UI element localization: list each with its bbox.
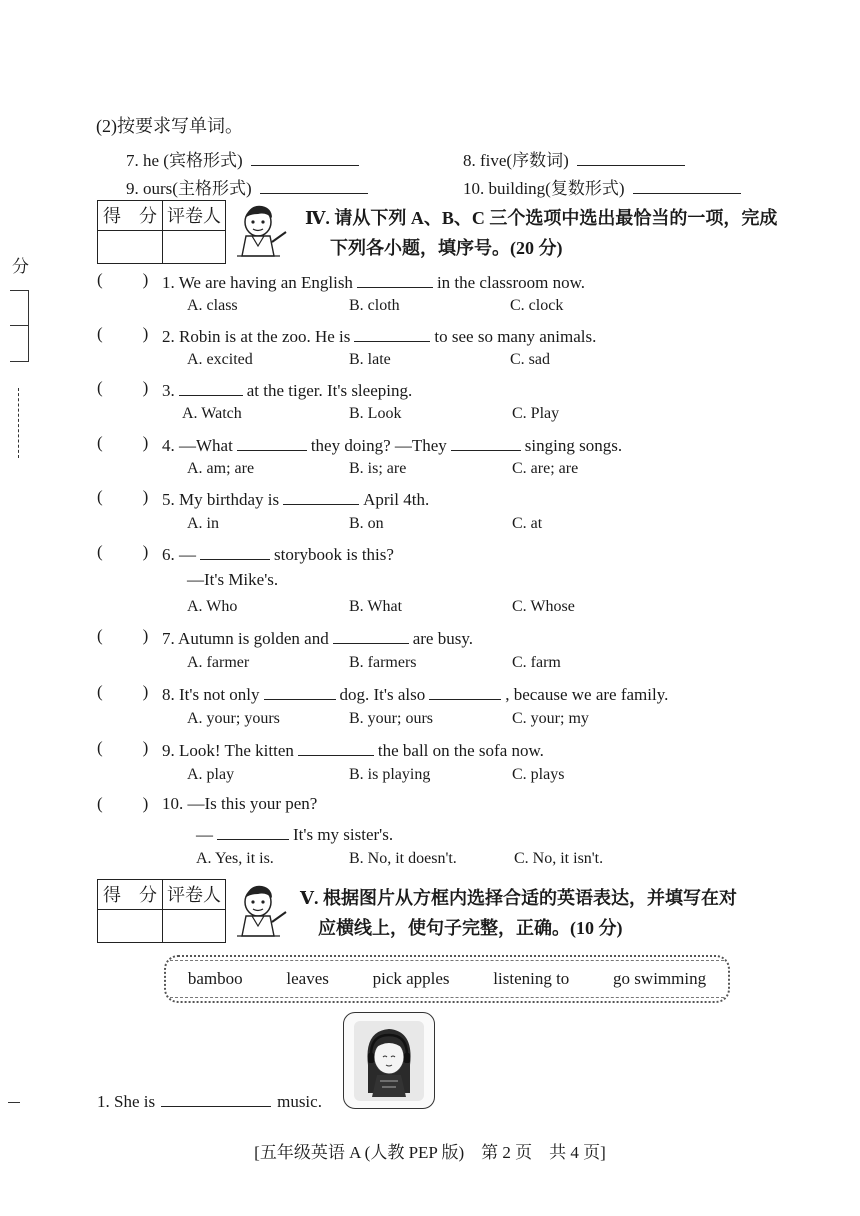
option-c[interactable]: C. sad	[510, 351, 550, 368]
option-b[interactable]: B. cloth	[349, 297, 400, 314]
option-c[interactable]: C. your; my	[512, 710, 589, 727]
option-c[interactable]: C. Whose	[512, 598, 575, 615]
girl-with-headphones-picture	[343, 1012, 435, 1109]
teacher-cartoon-icon	[232, 880, 294, 940]
option-b[interactable]: B. late	[349, 351, 391, 368]
grader-label: 评卷人	[163, 880, 225, 910]
option-a[interactable]: A. excited	[187, 351, 253, 368]
score-box	[97, 200, 226, 264]
answer-paren[interactable]: ( )	[97, 626, 149, 645]
question-8: 8. It's not only dog. It's also , because we are family.	[162, 682, 668, 705]
answer-paren[interactable]: ( )	[97, 542, 149, 561]
option-b[interactable]: B. farmers	[349, 654, 417, 671]
option-b[interactable]: B. your; ours	[349, 710, 433, 727]
section5-title-line1: Ⅴ. 根据图片从方框内选择合适的英语表达，并填写在对	[300, 888, 737, 908]
score-cell[interactable]	[98, 231, 163, 263]
option-a[interactable]: A. Watch	[182, 405, 242, 422]
option-c[interactable]: C. farm	[512, 654, 561, 671]
part2-heading: (2)按要求写单词。	[96, 116, 243, 136]
option-c[interactable]: C. No, it isn't.	[514, 850, 604, 867]
score-cell[interactable]	[98, 910, 163, 942]
answer-line[interactable]	[260, 176, 368, 194]
option-b[interactable]: B. Look	[349, 405, 402, 422]
answer-paren[interactable]: ( )	[97, 738, 149, 757]
word-option[interactable]: bamboo	[187, 969, 243, 988]
option-a[interactable]: A. farmer	[187, 654, 250, 671]
question-10: 10. —Is this your pen?	[162, 794, 318, 813]
option-b[interactable]: B. on	[349, 515, 384, 532]
teacher-cartoon-icon	[232, 200, 294, 260]
word-bank-box	[164, 955, 730, 1003]
answer-line[interactable]	[251, 148, 359, 166]
question-3: 3. at the tiger. It's sleeping.	[162, 378, 412, 401]
option-b[interactable]: B. No, it doesn't.	[349, 850, 457, 867]
answer-paren[interactable]: ( )	[97, 794, 149, 813]
section4-title-line1: Ⅳ. 请从下列 A、B、C 三个选项中选出最恰当的一项，完成	[305, 208, 778, 228]
word-item-7: 7. he (宾格形式)	[126, 146, 359, 171]
question-4: 4. —What they doing? —They singing songs.	[162, 433, 622, 456]
question-7: 7. Autumn is golden and are busy.	[162, 626, 473, 649]
option-a[interactable]: A. in	[187, 515, 219, 532]
option-c[interactable]: C. at	[512, 515, 543, 532]
margin-bracket	[10, 290, 29, 362]
option-a[interactable]: A. play	[187, 766, 235, 783]
option-b[interactable]: B. is; are	[349, 460, 407, 477]
answer-paren[interactable]: ( )	[97, 487, 149, 506]
word-item-9: 9. ours(主格形式)	[126, 174, 368, 199]
score-label: 得 分	[98, 880, 163, 910]
option-b[interactable]: B. What	[349, 598, 403, 615]
word-item-8: 8. five(序数词)	[463, 146, 685, 171]
grader-cell[interactable]	[163, 910, 225, 942]
page-footer: [五年级英语 A (人教 PEP 版) 第 2 页 共 4 页]	[254, 1143, 606, 1162]
score-label: 得 分	[98, 201, 163, 231]
question-2: 2. Robin is at the zoo. He is to see so many animals.	[162, 324, 596, 347]
answer-line[interactable]	[577, 148, 685, 166]
question-6: 6. — storybook is this?	[162, 542, 394, 565]
option-c[interactable]: C. are; are	[512, 460, 579, 477]
word-item-10: 10. building(复数形式)	[463, 174, 741, 199]
margin-dashed-line	[18, 388, 19, 458]
answer-line[interactable]	[633, 176, 741, 194]
option-c[interactable]: C. Play	[512, 405, 560, 422]
word-option[interactable]: go swimming	[613, 969, 707, 988]
word-option[interactable]: leaves	[286, 969, 329, 988]
section5-question-1: 1. She is music.	[97, 1089, 322, 1112]
option-a[interactable]: A. am; are	[187, 460, 255, 477]
option-b[interactable]: B. is playing	[349, 766, 431, 783]
question-6-answer-line: —It's Mike's.	[187, 570, 279, 589]
answer-paren[interactable]: ( )	[97, 433, 149, 452]
margin-tick	[8, 1102, 20, 1103]
answer-paren[interactable]: ( )	[97, 378, 149, 397]
margin-bracket-mid	[10, 325, 28, 326]
question-5: 5. My birthday is April 4th.	[162, 487, 429, 510]
score-box	[97, 879, 226, 943]
option-a[interactable]: A. your; yours	[187, 710, 280, 727]
grader-cell[interactable]	[163, 231, 225, 263]
question-1: 1. We are having an English in the classroom now.	[162, 270, 585, 293]
question-9: 9. Look! The kitten the ball on the sofa now.	[162, 738, 544, 761]
option-c[interactable]: C. clock	[510, 297, 564, 314]
grader-label: 评卷人	[163, 201, 225, 231]
answer-line[interactable]	[161, 1089, 271, 1107]
margin-label: 分	[12, 257, 29, 276]
question-10-line2: — It's my sister's.	[196, 822, 393, 845]
option-c[interactable]: C. plays	[512, 766, 565, 783]
option-a[interactable]: A. Yes, it is.	[196, 850, 274, 867]
section5-title-line2: 应横线上，使句子完整，正确。(10 分)	[318, 918, 623, 938]
answer-paren[interactable]: ( )	[97, 270, 149, 289]
word-option[interactable]: pick apples	[372, 969, 450, 988]
answer-paren[interactable]: ( )	[97, 682, 149, 701]
answer-paren[interactable]: ( )	[97, 324, 149, 343]
option-a[interactable]: A. class	[187, 297, 238, 314]
section4-title-line2: 下列各小题，填序号。(20 分)	[330, 238, 563, 258]
option-a[interactable]: A. Who	[187, 598, 238, 615]
word-option[interactable]: listening to	[493, 969, 570, 988]
